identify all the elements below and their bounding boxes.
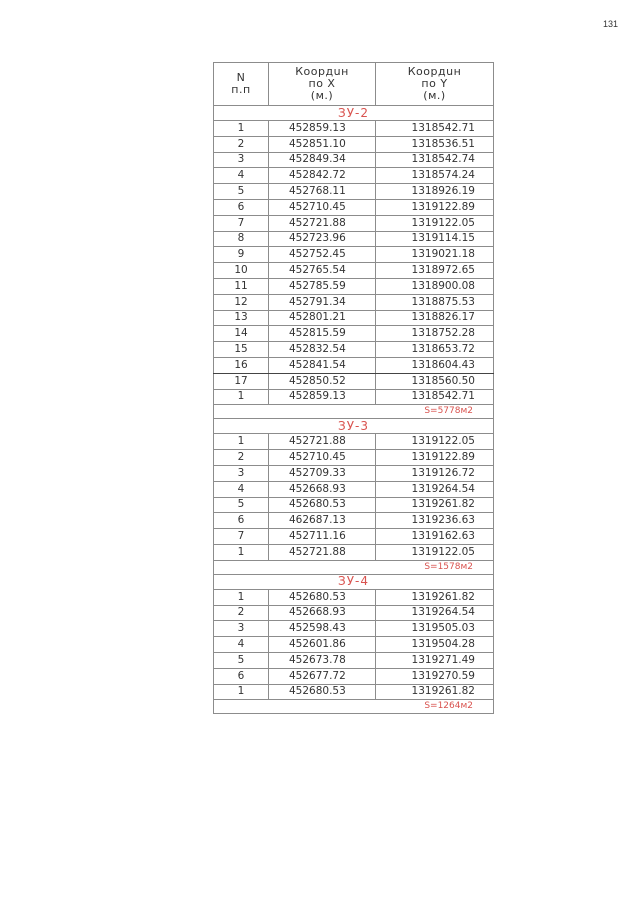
point-number-cell: 6 (214, 199, 269, 215)
header-point-number (214, 63, 269, 106)
coord-x-cell: 452601.86 (269, 637, 376, 653)
table-row (214, 326, 494, 342)
table-row (214, 215, 494, 231)
table-row (214, 310, 494, 326)
section-title-row (214, 106, 494, 121)
point-number-cell: 7 (214, 215, 269, 231)
point-number-cell: 9 (214, 247, 269, 263)
coord-x-cell: 452680.53 (269, 497, 376, 513)
table-row (214, 637, 494, 653)
coord-x-cell: 452598.43 (269, 621, 376, 637)
header-coord-x-line3: (м.) (310, 89, 334, 102)
coord-x-cell: 452710.45 (269, 199, 376, 215)
point-number-cell: 14 (214, 326, 269, 342)
header-point-number-line1: N (236, 71, 246, 84)
header-coord-x-line2: по X (308, 77, 336, 90)
coord-x-cell: 452680.53 (269, 589, 376, 605)
point-number-cell: 10 (214, 263, 269, 279)
point-number-cell: 4 (214, 168, 269, 184)
point-number-cell: 2 (214, 605, 269, 621)
point-number-cell: 12 (214, 294, 269, 310)
header-point-number-line2: п.п (231, 83, 251, 96)
coord-x-cell: 452709.33 (269, 465, 376, 481)
point-number-cell: 5 (214, 184, 269, 200)
table-row (214, 231, 494, 247)
coord-x-cell: 452850.52 (269, 373, 376, 389)
table-row (214, 121, 494, 137)
area-value: S=1264м2 (214, 700, 494, 714)
coord-y-cell: 1319261.82 (376, 497, 494, 513)
coord-y-cell: 1319021.18 (376, 247, 494, 263)
coord-x-cell: 462687.13 (269, 513, 376, 529)
table-row (214, 278, 494, 294)
table-row (214, 357, 494, 373)
coord-x-cell: 452668.93 (269, 481, 376, 497)
coord-x-cell: 452677.72 (269, 668, 376, 684)
coord-y-cell: 1318560.50 (376, 373, 494, 389)
coord-x-cell: 452859.13 (269, 121, 376, 137)
point-number-cell: 4 (214, 637, 269, 653)
coord-y-cell: 1318653.72 (376, 342, 494, 358)
coord-x-cell: 452851.10 (269, 136, 376, 152)
table-row (214, 668, 494, 684)
coord-y-cell: 1318604.43 (376, 357, 494, 373)
coord-x-cell: 452791.34 (269, 294, 376, 310)
coord-y-cell: 1318900.08 (376, 278, 494, 294)
header-coord-y-line3: (м.) (423, 89, 446, 102)
coord-x-cell: 452680.53 (269, 684, 376, 700)
point-number-cell: 5 (214, 497, 269, 513)
coord-y-cell: 1319122.05 (376, 215, 494, 231)
coord-x-cell: 452785.59 (269, 278, 376, 294)
header-coord-y-line1: Коордuн (407, 65, 462, 78)
point-number-cell: 4 (214, 481, 269, 497)
coord-y-cell: 1319264.54 (376, 481, 494, 497)
coord-y-cell: 1318972.65 (376, 263, 494, 279)
coord-x-cell: 452768.11 (269, 184, 376, 200)
point-number-cell: 2 (214, 136, 269, 152)
area-row (214, 700, 494, 714)
coord-x-cell: 452765.54 (269, 263, 376, 279)
table-row (214, 263, 494, 279)
coord-y-cell: 1319271.49 (376, 652, 494, 668)
coord-y-cell: 1319126.72 (376, 465, 494, 481)
point-number-cell: 13 (214, 310, 269, 326)
coord-y-cell: 1318542.74 (376, 152, 494, 168)
header-coord-y (376, 63, 494, 106)
point-number-cell: 1 (214, 121, 269, 137)
coord-x-cell: 452859.13 (269, 389, 376, 405)
coord-y-cell: 1318542.71 (376, 121, 494, 137)
section-title: ЗУ-3 (214, 419, 494, 434)
coord-x-cell: 452801.21 (269, 310, 376, 326)
coord-x-cell: 452752.45 (269, 247, 376, 263)
coord-y-cell: 1318926.19 (376, 184, 494, 200)
coord-y-cell: 1318826.17 (376, 310, 494, 326)
table-header (214, 63, 494, 106)
table-row (214, 389, 494, 405)
coord-x-cell: 452721.88 (269, 544, 376, 560)
coord-y-cell: 1319122.05 (376, 434, 494, 450)
coord-y-cell: 1319264.54 (376, 605, 494, 621)
point-number-cell: 5 (214, 652, 269, 668)
point-number-cell: 1 (214, 684, 269, 700)
coord-x-cell: 452668.93 (269, 605, 376, 621)
table-body (214, 106, 494, 714)
coord-x-cell: 452842.72 (269, 168, 376, 184)
coord-y-cell: 1318752.28 (376, 326, 494, 342)
coord-y-cell: 1318536.51 (376, 136, 494, 152)
section-title-row (214, 574, 494, 589)
table-row (214, 529, 494, 545)
page-number: 131 (602, 19, 618, 29)
point-number-cell: 8 (214, 231, 269, 247)
header-coord-x-line1: Коордuн (295, 65, 349, 78)
coord-x-cell: 452673.78 (269, 652, 376, 668)
point-number-cell: 1 (214, 434, 269, 450)
table-row (214, 294, 494, 310)
table-row (214, 373, 494, 389)
point-number-cell: 1 (214, 544, 269, 560)
point-number-cell: 2 (214, 450, 269, 466)
point-number-cell: 1 (214, 389, 269, 405)
section-title: ЗУ-4 (214, 574, 494, 589)
coord-x-cell: 452815.59 (269, 326, 376, 342)
area-row (214, 405, 494, 419)
point-number-cell: 6 (214, 668, 269, 684)
header-coord-y-line2: по Y (421, 77, 448, 90)
coord-y-cell: 1319261.82 (376, 684, 494, 700)
section-title: ЗУ-2 (214, 106, 494, 121)
coord-y-cell: 1319122.89 (376, 450, 494, 466)
coord-y-cell: 1318542.71 (376, 389, 494, 405)
coord-x-cell: 452710.45 (269, 450, 376, 466)
table-row (214, 513, 494, 529)
coord-x-cell: 452832.54 (269, 342, 376, 358)
table-row (214, 544, 494, 560)
point-number-cell: 3 (214, 465, 269, 481)
coord-x-cell: 452721.88 (269, 215, 376, 231)
table-row (214, 136, 494, 152)
table-row (214, 168, 494, 184)
table-row (214, 199, 494, 215)
point-number-cell: 11 (214, 278, 269, 294)
table-row (214, 652, 494, 668)
coord-y-cell: 1319261.82 (376, 589, 494, 605)
coord-y-cell: 1319270.59 (376, 668, 494, 684)
coordinates-table (213, 62, 494, 714)
point-number-cell: 16 (214, 357, 269, 373)
point-number-cell: 7 (214, 529, 269, 545)
table-row (214, 465, 494, 481)
coord-y-cell: 1319236.63 (376, 513, 494, 529)
point-number-cell: 3 (214, 152, 269, 168)
coord-x-cell: 452711.16 (269, 529, 376, 545)
table-row (214, 152, 494, 168)
coord-y-cell: 1319505.03 (376, 621, 494, 637)
table-row (214, 342, 494, 358)
coord-y-cell: 1319162.63 (376, 529, 494, 545)
table-row (214, 605, 494, 621)
coord-y-cell: 1319114.15 (376, 231, 494, 247)
table-row (214, 684, 494, 700)
table-row (214, 497, 494, 513)
table-row (214, 434, 494, 450)
section-title-row (214, 419, 494, 434)
table-row (214, 481, 494, 497)
coord-x-cell: 452721.88 (269, 434, 376, 450)
point-number-cell: 15 (214, 342, 269, 358)
coord-x-cell: 452849.34 (269, 152, 376, 168)
table-row (214, 247, 494, 263)
point-number-cell: 1 (214, 589, 269, 605)
coord-y-cell: 1318574.24 (376, 168, 494, 184)
coord-y-cell: 1319122.05 (376, 544, 494, 560)
coord-x-cell: 452723.96 (269, 231, 376, 247)
area-value: S=5778м2 (214, 405, 494, 419)
table-row (214, 184, 494, 200)
coord-y-cell: 1318875.53 (376, 294, 494, 310)
coord-y-cell: 1319122.89 (376, 199, 494, 215)
coord-y-cell: 1319504.28 (376, 637, 494, 653)
area-row (214, 560, 494, 574)
point-number-cell: 6 (214, 513, 269, 529)
area-value: S=1578м2 (214, 560, 494, 574)
point-number-cell: 3 (214, 621, 269, 637)
table-row (214, 450, 494, 466)
table-row (214, 589, 494, 605)
coord-x-cell: 452841.54 (269, 357, 376, 373)
point-number-cell: 17 (214, 373, 269, 389)
header-coord-x (269, 63, 376, 106)
table-row (214, 621, 494, 637)
